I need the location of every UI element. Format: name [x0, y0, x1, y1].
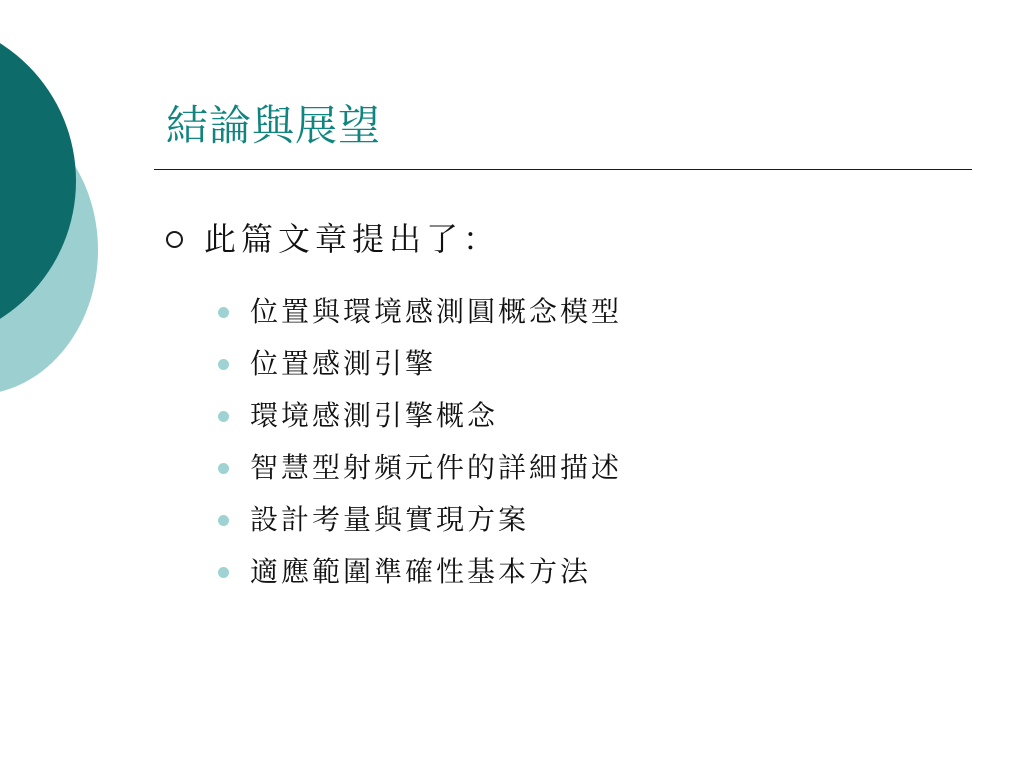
sub-bullet-list	[218, 286, 622, 598]
bullet-main	[166, 212, 500, 266]
sub-bullet-text: 設計考量與實現方案	[250, 503, 530, 536]
sub-bullet-text: 環境感測引擎概念	[250, 399, 499, 432]
sub-bullet-text: 位置與環境感測圓概念模型	[250, 295, 623, 328]
sub-bullet-item	[218, 338, 622, 390]
bullet-dot-icon	[218, 359, 229, 370]
bullet-main-text: 此篇文章提出了：	[204, 220, 501, 258]
sub-bullet-text: 智慧型射頻元件的詳細描述	[250, 451, 623, 484]
sub-bullet-item	[218, 494, 622, 546]
bullet-dot-icon	[218, 463, 229, 474]
bullet-dot-icon	[218, 411, 229, 422]
sub-bullet-item	[218, 390, 622, 442]
bullet-dot-icon	[218, 307, 229, 318]
title-divider	[154, 169, 972, 170]
sub-bullet-text: 適應範圍準確性基本方法	[250, 555, 592, 588]
sub-bullet-item	[218, 286, 622, 338]
sub-bullet-text: 位置感測引擎	[250, 347, 437, 380]
sub-bullet-item	[218, 442, 622, 494]
sub-bullet-item	[218, 546, 622, 598]
bullet-dot-icon	[218, 515, 229, 526]
bullet-dot-icon	[218, 567, 229, 578]
slide-title: 結論與展望	[166, 101, 382, 150]
hollow-circle-icon	[166, 231, 183, 248]
